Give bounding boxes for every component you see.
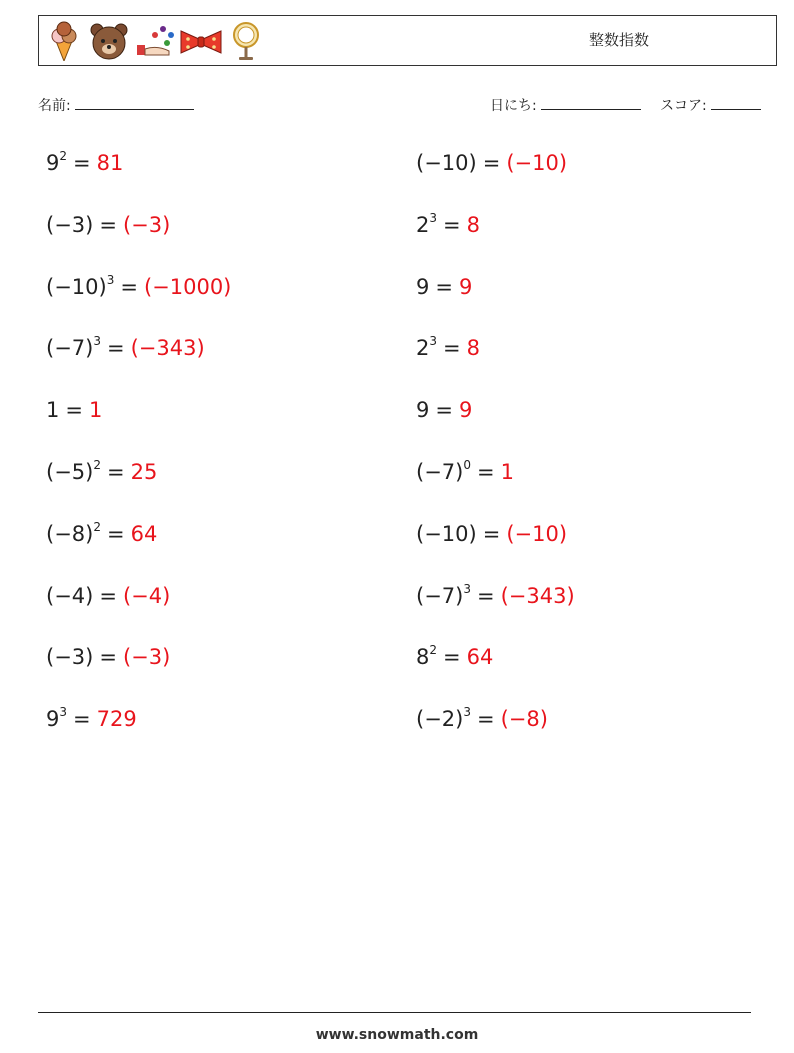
equals-sign: =: [99, 213, 117, 237]
problem-left-5: [46, 395, 102, 425]
name-blank[interactable]: [75, 94, 194, 110]
problem-exponent: 3: [463, 705, 471, 719]
problem-exponent: 3: [106, 273, 115, 287]
problem-right-9: [416, 642, 493, 672]
problem-base: (−4): [46, 584, 94, 608]
problem-base: 2: [416, 336, 430, 360]
problem-right-5: [416, 395, 472, 425]
problem-right-10: [416, 704, 548, 734]
problem-answer: (−343): [130, 336, 205, 360]
problem-base: (−10): [46, 275, 107, 299]
problem-base: (−10): [416, 522, 477, 546]
problem-left-2: [46, 210, 170, 240]
problem-left-3: [46, 272, 231, 302]
equals-sign: =: [73, 151, 91, 175]
problem-right-2: [416, 210, 480, 240]
problem-right-6: [416, 457, 514, 487]
problem-right-8: [416, 581, 575, 611]
problem-answer: 8: [466, 336, 480, 360]
equals-sign: =: [99, 584, 117, 608]
problem-answer: (−3): [122, 645, 171, 669]
problem-answer: (−10): [506, 151, 568, 175]
score-label: スコア:: [660, 98, 707, 114]
problem-base: 2: [416, 213, 430, 237]
problem-right-1: [416, 148, 567, 178]
problem-answer: (−3): [122, 213, 171, 237]
problem-exponent: 2: [93, 520, 101, 534]
worksheet-header: [38, 15, 777, 66]
equals-sign: =: [106, 522, 125, 546]
problem-base: (−3): [46, 645, 94, 669]
score-field: [660, 94, 761, 116]
problem-exponent: 0: [463, 458, 471, 472]
problem-exponent: 2: [93, 458, 101, 472]
problem-left-1: [46, 148, 123, 178]
equals-sign: =: [65, 398, 83, 422]
problem-base: (−3): [46, 213, 94, 237]
footer-site: www.snowmath.com: [315, 1027, 479, 1043]
date-field: [490, 94, 641, 116]
problem-answer: 64: [130, 522, 158, 546]
name-field: [38, 94, 194, 116]
worksheet-title: 整数指数: [588, 31, 649, 49]
equals-sign: =: [106, 336, 125, 360]
problem-base: 9: [46, 707, 60, 731]
bow-tie-icon: [179, 21, 223, 61]
problem-left-7: [46, 519, 157, 549]
problem-base: (−7): [46, 336, 94, 360]
date-label: 日にち:: [490, 98, 537, 114]
equals-sign: =: [435, 398, 453, 422]
problem-exponent: 3: [59, 705, 68, 719]
score-blank[interactable]: [711, 94, 761, 110]
problem-left-9: [46, 642, 170, 672]
equals-sign: =: [476, 460, 495, 484]
problem-exponent: 3: [463, 582, 471, 596]
problem-exponent: 3: [429, 211, 438, 225]
problem-base: 9: [416, 275, 430, 299]
equals-sign: =: [482, 522, 501, 546]
problem-base: (−7): [416, 584, 464, 608]
problem-answer: 81: [96, 151, 124, 175]
equals-sign: =: [443, 336, 461, 360]
equals-sign: =: [443, 645, 461, 669]
problem-answer: (−8): [500, 707, 548, 731]
problem-answer: (−343): [500, 584, 575, 608]
problem-right-3: [416, 272, 472, 302]
problem-base: 8: [416, 645, 430, 669]
problem-base: (−7): [416, 460, 464, 484]
equals-sign: =: [73, 707, 91, 731]
problem-base: 9: [416, 398, 430, 422]
name-label: 名前:: [38, 98, 71, 114]
equals-sign: =: [482, 151, 501, 175]
problem-answer: 9: [458, 398, 473, 422]
mirror-icon: [229, 21, 263, 61]
problem-exponent: 2: [59, 149, 68, 163]
bear-icon: [89, 21, 129, 61]
problem-exponent: 2: [429, 643, 438, 657]
problem-right-4: [416, 333, 480, 363]
problem-left-4: [46, 333, 205, 363]
date-blank[interactable]: [541, 94, 641, 110]
problem-answer: 8: [466, 213, 480, 237]
equals-sign: =: [435, 275, 453, 299]
problem-exponent: 3: [429, 334, 438, 348]
equals-sign: =: [120, 275, 138, 299]
problem-answer: 64: [466, 645, 494, 669]
problem-answer: (−1000): [143, 275, 232, 299]
problem-left-10: [46, 704, 137, 734]
problem-answer: 9: [458, 275, 473, 299]
problem-answer: (−10): [506, 522, 568, 546]
problem-exponent: 3: [93, 334, 101, 348]
problem-base: (−10): [416, 151, 477, 175]
problem-answer: 1: [500, 460, 514, 484]
problem-answer: (−4): [122, 584, 171, 608]
problem-base: (−2): [416, 707, 464, 731]
equals-sign: =: [99, 645, 117, 669]
footer-divider: [38, 1012, 751, 1013]
problem-answer: 729: [96, 707, 137, 731]
problem-base: 1: [46, 398, 60, 422]
problem-answer: 25: [130, 460, 158, 484]
problem-left-6: [46, 457, 157, 487]
problem-base: (−8): [46, 522, 94, 546]
equals-sign: =: [476, 707, 495, 731]
equals-sign: =: [106, 460, 125, 484]
problem-base: (−5): [46, 460, 94, 484]
problem-right-7: [416, 519, 567, 549]
equals-sign: =: [443, 213, 461, 237]
problem-left-8: [46, 581, 170, 611]
ice-cream-icon: [47, 21, 81, 61]
problem-base: 9: [46, 151, 60, 175]
juggling-hand-icon: [135, 21, 175, 61]
problem-answer: 1: [88, 398, 103, 422]
equals-sign: =: [476, 584, 495, 608]
